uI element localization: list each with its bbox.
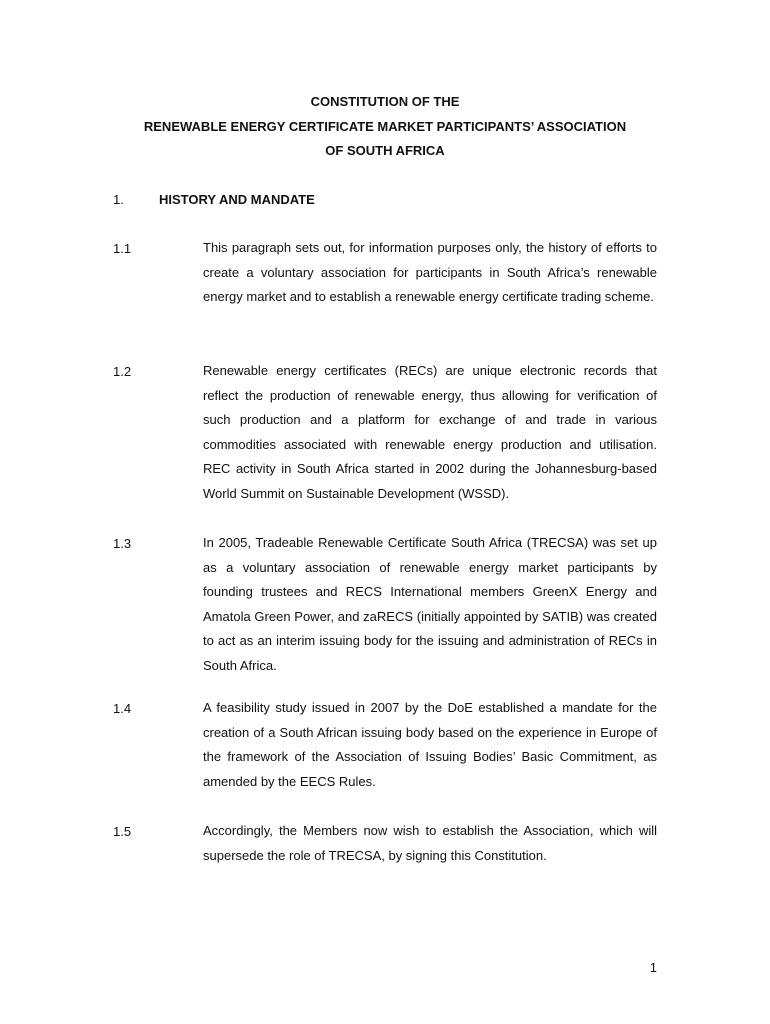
document-title-line-1: CONSTITUTION OF THE — [310, 94, 460, 109]
paragraph-number: 1.3 — [113, 536, 132, 551]
paragraph-number: 1.1 — [113, 241, 132, 256]
paragraph-number: 1.4 — [113, 701, 132, 716]
paragraph-text: In 2005, Tradeable Renewable Certificate South Africa (TRECSA) was set up as a voluntary association of renewable energy market participants by founding trustees and RECS International members GreenX Energy and Amatola Green Power, and zaRECS (initially appointed by SATIB) was created to act as an interim issuing body for the issuing and administration of RECs in South Africa. — [203, 535, 657, 673]
paragraph-number: 1.5 — [113, 824, 132, 839]
paragraph-text: Renewable energy certificates (RECs) are unique electronic records that reflect the production of renewable energy, thus allowing for verification of such production and a platform for exchange of and trade in various commodities associated with renewable energy production and utilisation. REC activity in South Africa started in 2002 during the Johannesburg-based World Summit on Sustainable Development (WSSD). — [203, 363, 657, 501]
section-number: 1. — [113, 192, 124, 207]
page-number: 1 — [649, 960, 657, 975]
paragraph-text: Accordingly, the Members now wish to establish the Association, which will supersede the role of TRECSA, by signing this Constitution. — [203, 823, 657, 863]
section-title: HISTORY AND MANDATE — [159, 192, 315, 207]
document-title-line-2: RENEWABLE ENERGY CERTIFICATE MARKET PARTICIPANTS’ ASSOCIATION — [143, 119, 627, 134]
paragraph-number: 1.2 — [113, 364, 132, 379]
paragraph-text: A feasibility study issued in 2007 by the DoE established a mandate for the creation of a South African issuing body based on the experience in Europe of the framework of the Association of Issuing Bodies’ Basic Commitment, as amended by the EECS Rules. — [203, 700, 657, 789]
paragraph-text: This paragraph sets out, for information purposes only, the history of efforts to create a voluntary association for participants in South Africa’s renewable energy market and to establish a renewable energy certificate trading scheme. — [203, 240, 657, 305]
document-title-line-3: OF SOUTH AFRICA — [325, 143, 445, 158]
